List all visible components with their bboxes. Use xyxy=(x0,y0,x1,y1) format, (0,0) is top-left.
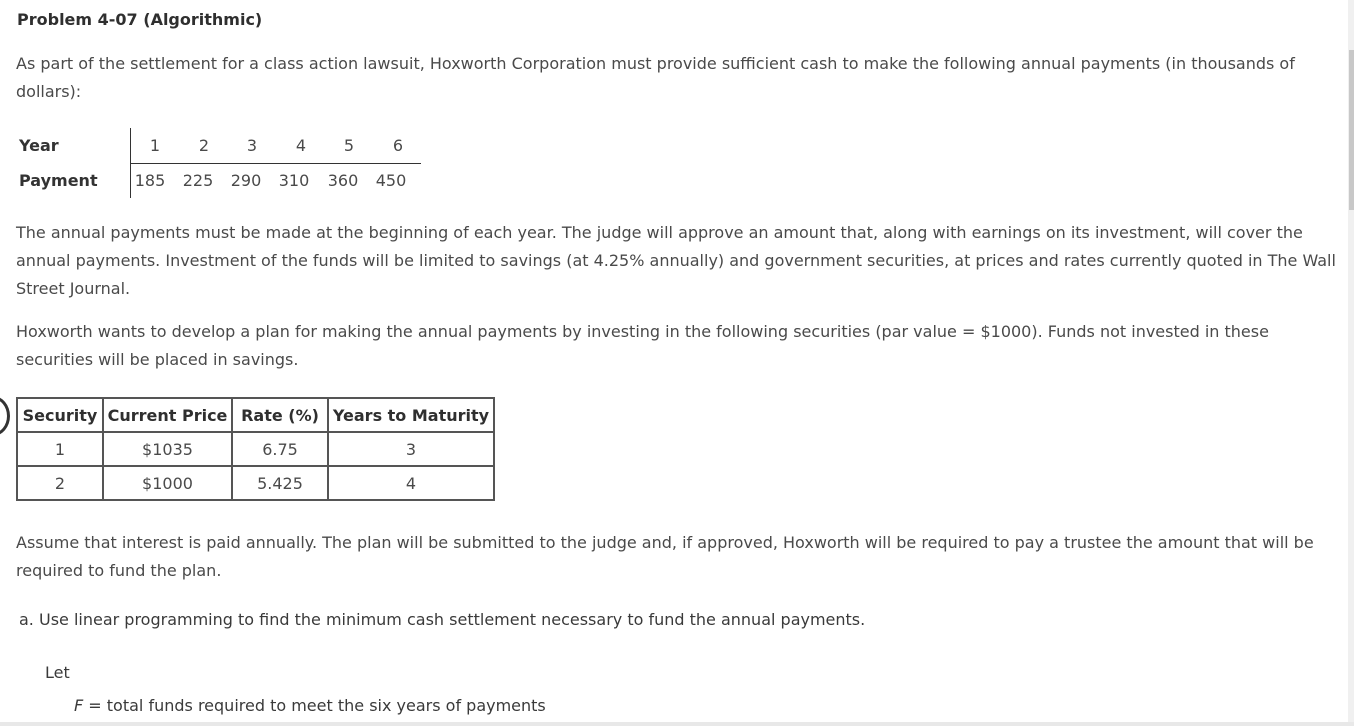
let-label: Let xyxy=(45,663,70,682)
year-cell: 2 xyxy=(198,136,210,155)
cell-security: 2 xyxy=(17,466,103,500)
row-label-year: Year xyxy=(19,136,59,155)
cell-years-to-maturity: 4 xyxy=(328,466,494,500)
paragraph-securities-intro: Hoxworth wants to develop a plan for making the annual payments by investing in the following securities (par value = $1000). Funds not invested in these securities will be placed in savings. xyxy=(16,322,1269,369)
cell-rate: 6.75 xyxy=(232,432,328,466)
year-cell: 6 xyxy=(392,136,404,155)
payments-table xyxy=(16,128,422,198)
cell-security: 1 xyxy=(17,432,103,466)
cell-rate: 5.425 xyxy=(232,466,328,500)
header-current-price: Current Price xyxy=(103,398,232,432)
header-years-to-maturity: Years to Maturity xyxy=(328,398,494,432)
table-row xyxy=(17,466,494,500)
table-header-row xyxy=(17,398,494,432)
payment-cell: 225 xyxy=(182,171,214,190)
question-a: a. Use linear programming to find the minimum cash settlement necessary to fund the annual payments. xyxy=(19,610,866,629)
problem-title: Problem 4-07 (Algorithmic) xyxy=(17,10,263,29)
payment-cell: 360 xyxy=(327,171,359,190)
bracket-marker xyxy=(0,396,10,436)
bottom-border xyxy=(0,722,1354,726)
year-cell: 4 xyxy=(295,136,307,155)
payment-cell: 450 xyxy=(375,171,407,190)
row-label-payment: Payment xyxy=(19,171,98,190)
variable-definition-f xyxy=(74,692,546,720)
header-rate: Rate (%) xyxy=(232,398,328,432)
year-cell: 3 xyxy=(246,136,258,155)
variable-f: F xyxy=(74,696,84,715)
paragraph-assumptions: Assume that interest is paid annually. The plan will be submitted to the judge and, if approved, Hoxworth will be required to pay a trustee the amount that will be required to fund the plan. xyxy=(16,533,1314,580)
scrollbar-thumb[interactable] xyxy=(1349,50,1354,210)
securities-table xyxy=(16,397,495,501)
header-security: Security xyxy=(17,398,103,432)
cell-years-to-maturity: 3 xyxy=(328,432,494,466)
paragraph-payments-rules: The annual payments must be made at the beginning of each year. The judge will approve an amount that, along with earnings on its investment, will cover the annual payments. Investment of the funds will be limited to savings (at 4.25% annually) and government securities, at prices and rates currently quoted in The Wall Street Journal. xyxy=(16,223,1336,298)
intro-paragraph: As part of the settlement for a class action lawsuit, Hoxworth Corporation must provide sufficient cash to make the following annual payments (in thousands of dollars): xyxy=(16,54,1295,101)
table-divider-horizontal xyxy=(130,163,421,164)
payment-cell: 185 xyxy=(134,171,166,190)
table-row xyxy=(17,432,494,466)
year-cell: 1 xyxy=(149,136,161,155)
payment-cell: 290 xyxy=(230,171,262,190)
cell-current-price: $1000 xyxy=(103,466,232,500)
variable-f-description: = total funds required to meet the six years of payments xyxy=(83,696,546,715)
year-cell: 5 xyxy=(343,136,355,155)
cell-current-price: $1035 xyxy=(103,432,232,466)
payment-cell: 310 xyxy=(278,171,310,190)
